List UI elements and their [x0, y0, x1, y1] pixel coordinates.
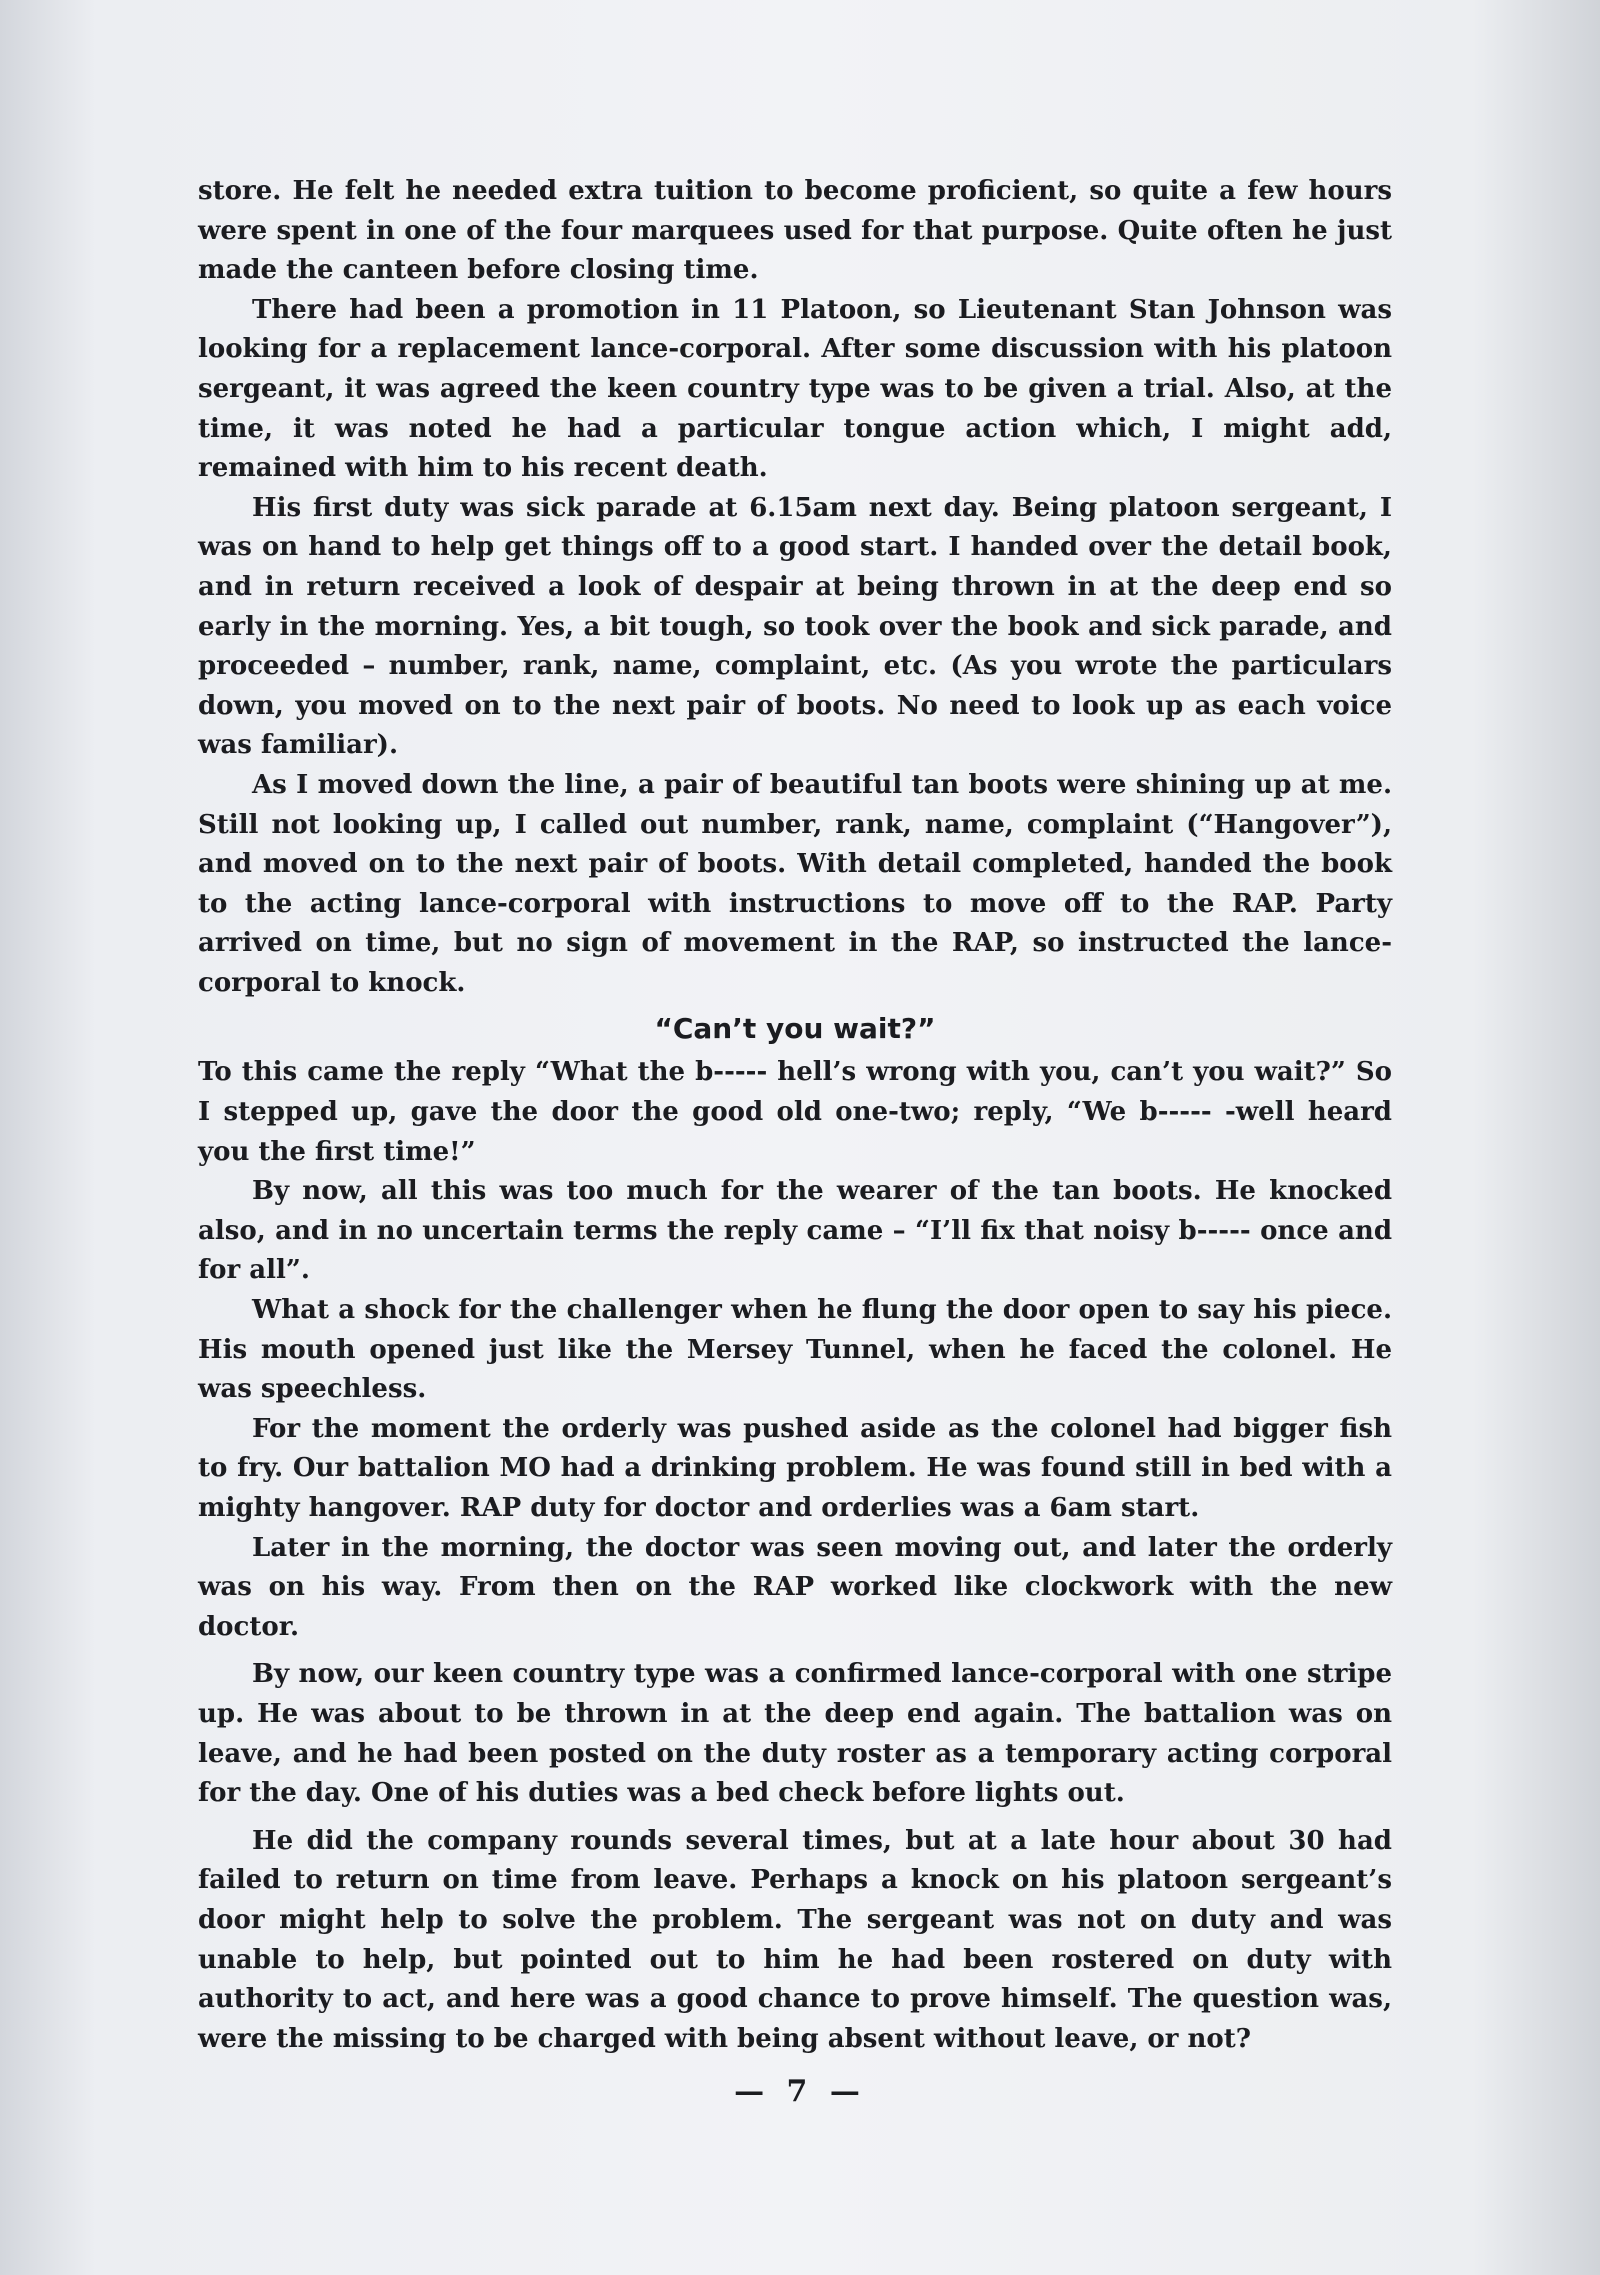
paragraph: His first duty was sick parade at 6.15am next day. Being platoon sergeant, I was on hand to help get things off to a good start. I handed over the detail book, and in return received a look of despair at being thrown in at the deep end so early in the morning. Yes, a bit tough, so took over the book and sick parade, and proceeded – number, rank, name, complaint, etc. (As you wrote the particulars down, you moved on to the next pair of boots. No need to look up as each voice was familiar). [198, 492, 1392, 761]
paragraph: By now, our keen country type was a confirmed lance-corporal with one stripe up. He was about to be thrown in at the deep end again. The battalion was on leave, and he had been posted on the duty roster as a temporary acting corporal for the day. One of his duties was a bed check before lights out. [198, 1659, 1392, 1809]
paragraph: For the moment the orderly was pushed aside as the colonel had bigger fish to fry. Our battalion MO had a drinking problem. He was found still in bed with a mighty hangover. RAP duty for doctor and orderlies was a 6am start. [198, 1413, 1392, 1523]
paragraph: There had been a promotion in 11 Platoon, so Lieutenant Stan Johnson was looking for a replacement lance-corporal. After some discussion with his platoon sergeant, it was agreed the keen country type was to be given a trial. Also, at the time, it was noted he had a particular tongue action which, I might add, remained with him to his recent death. [198, 294, 1392, 484]
paragraph: What a shock for the challenger when he flung the door open to say his piece. His mouth opened just like the Mersey Tunnel, when he faced the colonel. He was speechless. [198, 1295, 1392, 1405]
paragraph: As I moved down the line, a pair of beautiful tan boots were shining up at me. Still not looking up, I called out number, rank, name, complaint (“Hangover”), and moved on to the next pair of boots. With detail completed, handed the book to the acting lance-corporal with instructions to move off to the RAP. Party arrived on time, but no sign of movement in the RAP, so instructed the lance-corporal to knock. [198, 769, 1392, 998]
paragraph: store. He felt he needed extra tuition to become proficient, so quite a few hours were spent in one of the four marquees used for that purpose. Quite often he just made the canteen before closing time. [198, 176, 1392, 286]
section-subheading: “Can’t you wait?” [654, 1012, 936, 1046]
paragraph: Later in the morning, the doctor was seen moving out, and later the orderly was on his way. From then on the RAP worked like clockwork with the new doctor. [198, 1532, 1392, 1642]
body-text [198, 172, 1392, 2059]
paragraph: To this came the reply “What the b----- hell’s wrong with you, can’t you wait?” So I stepped up, gave the door the good old one-two; reply, “We b----- -well heard you the first time!” [198, 1057, 1392, 1167]
page-number: — 7 — [734, 2074, 866, 2109]
paragraph: He did the company rounds several times, but at a late hour about 30 had failed to return on time from leave. Perhaps a knock on his platoon sergeant’s door might help to solve the problem. The sergeant was not on duty and was unable to help, but pointed out to him he had been rostered on duty with authority to act, and here was a good chance to prove himself. The question was, were the missing to be charged with being absent without leave, or not? [198, 1825, 1392, 2054]
paragraph: By now, all this was too much for the wearer of the tan boots. He knocked also, and in no uncertain terms the reply came – “I’ll fix that noisy b----- once and for all”. [198, 1176, 1392, 1286]
